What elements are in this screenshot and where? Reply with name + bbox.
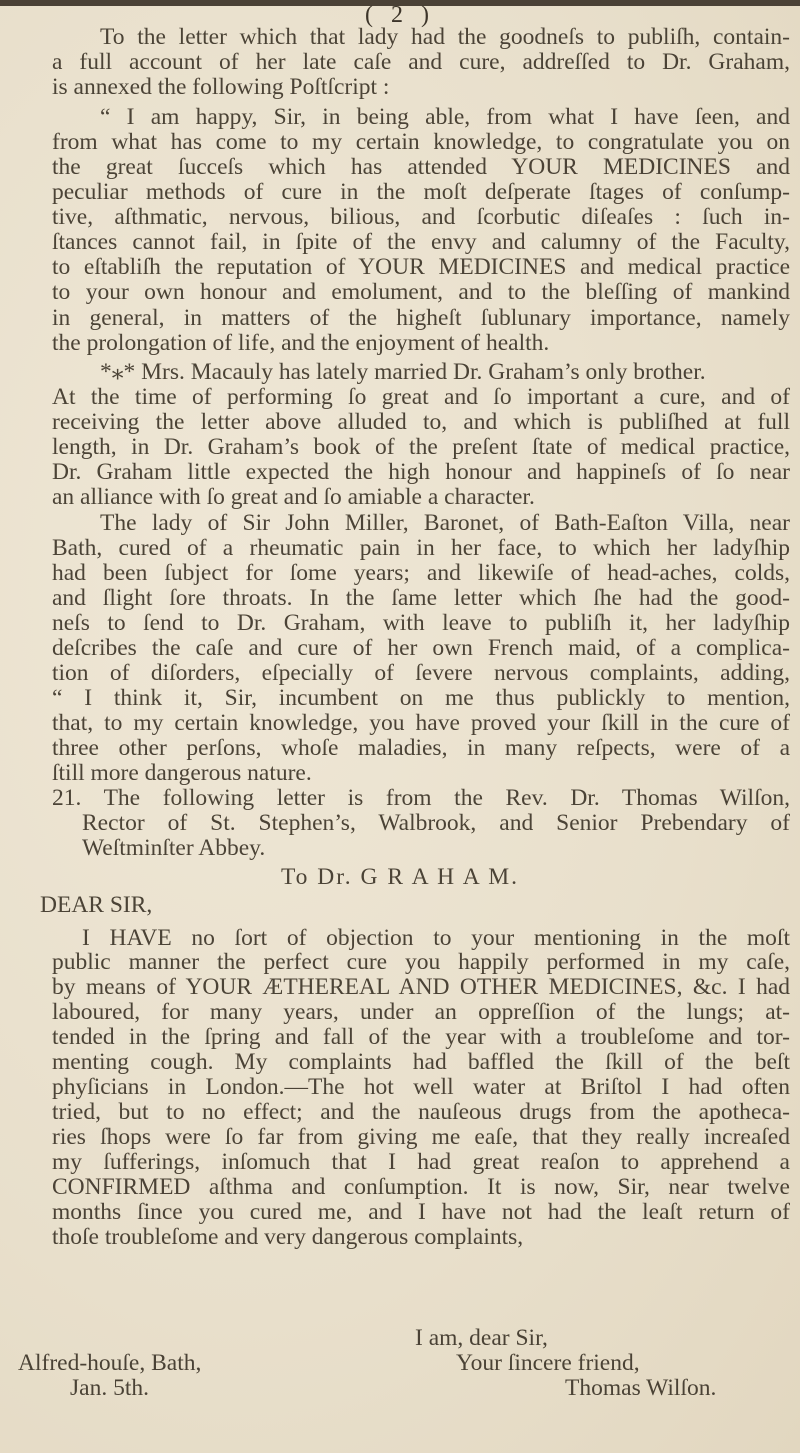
text-line: “ I think it, Sir, incumbent on me thus publickly to mention, xyxy=(52,685,790,711)
text-line: thoſe troubleſome and very dangerous complaints, xyxy=(52,1224,524,1250)
text-line: a full account of her late caſe and cure, addreſſed to Dr. Graham, xyxy=(52,49,790,75)
text-line: months ſince you cured me, and I have not had the leaſt return of xyxy=(52,1199,790,1225)
closing-salutation: I am, dear Sir, xyxy=(415,1325,548,1351)
text-line: At the time of performing ſo great and ſo important a cure, and of xyxy=(52,384,790,410)
text-line: tried, but to no effect; and the nauſeous drugs from the apotheca- xyxy=(52,1099,790,1125)
closing-date: Jan. 5th. xyxy=(70,1375,149,1401)
text-line: the prolongation of life, and the enjoyment of health. xyxy=(52,330,550,356)
text-line: public manner the perfect cure you happily performed in my caſe, xyxy=(52,949,790,975)
text-line: from what has come to my certain knowledge, to congratulate you on xyxy=(52,129,790,155)
text-line: To the letter which that lady had the goodneſs to publiſh, contain- xyxy=(100,24,790,50)
text-line: my ſufferings, inſomuch that I had great reaſon to apprehend a xyxy=(52,1149,790,1175)
text-line: Rector of St. Stephen’s, Walbrook, and Senior Prebendary of xyxy=(82,810,790,836)
text-line: tended in the ſpring and fall of the year with a troubleſome and tor- xyxy=(52,1024,790,1050)
text-line: deſcribes the caſe and cure of her own French maid, of a complica- xyxy=(52,635,790,661)
text-line: The lady of Sir John Miller, Baronet, of Bath-Eaſton Villa, near xyxy=(100,510,790,536)
text-line: menting cough. My complaints had baffled the ſkill of the beſt xyxy=(52,1049,790,1075)
closing-valediction: Your ſincere friend, xyxy=(456,1350,640,1376)
closing-signature: Thomas Wilſon. xyxy=(565,1375,717,1401)
text-line: tion of diſorders, eſpecially of ſevere nervous complaints, adding, xyxy=(52,660,790,686)
text-line: tive, aſthmatic, nervous, bilious, and ſcorbutic diſeaſes : ſuch in- xyxy=(52,204,790,230)
page-number: ( 2 ) xyxy=(365,2,435,28)
text-line: receiving the letter above alluded to, and which is publiſhed at full xyxy=(52,409,790,435)
text-line: Dr. Graham little expected the high honour and happineſs of ſo near xyxy=(52,459,790,485)
text-line: CONFIRMED aſthma and conſumption. It is now, Sir, near twelve xyxy=(52,1174,790,1200)
text-line: by means of YOUR ÆTHEREAL AND OTHER MEDICINES, &c. I had xyxy=(52,974,790,1000)
text-line: peculiar methods of cure in the moſt deſperate ſtages of conſump- xyxy=(52,179,790,205)
text-line: that, to my certain knowledge, you have proved your ſkill in the cure of xyxy=(52,710,790,736)
text-line: three other perſons, whoſe maladies, in many reſpects, were of a xyxy=(52,735,790,761)
text-line: ries ſhops were ſo far from giving me eaſe, that they really increaſed xyxy=(52,1124,790,1150)
text-line: To Dr. G R A H A M. xyxy=(280,864,520,890)
text-line: 21. The following letter is from the Rev. Dr. Thomas Wilſon, xyxy=(52,785,790,811)
text-line: Weſtminſter Abbey. xyxy=(82,835,266,861)
text-line: and ſlight ſore throats. In the ſame letter which ſhe had the good- xyxy=(52,585,790,611)
text-line: to eſtabliſh the reputation of YOUR MEDICINES and medical practice xyxy=(52,254,790,280)
text-line: ſtill more dangerous nature. xyxy=(52,760,312,786)
text-line: length, in Dr. Graham’s book of the preſent ſtate of medical practice, xyxy=(52,434,790,460)
text-line: the great ſucceſs which has attended YOUR MEDICINES and xyxy=(52,154,790,180)
text-line: phyſicians in London.—The hot well water at Briſtol I had often xyxy=(52,1074,790,1100)
text-line: an alliance with ſo great and ſo amiable a character. xyxy=(52,484,535,510)
text-line: DEAR SIR, xyxy=(40,892,153,918)
closing-place: Alfred-houſe, Bath, xyxy=(18,1350,202,1376)
text-line: “ I am happy, Sir, in being able, from what I have ſeen, and xyxy=(100,104,790,130)
text-line: ſtances cannot fail, in ſpite of the envy and calumny of the Faculty, xyxy=(52,229,790,255)
text-line: laboured, for many years, under an oppreſſion of the lungs; at- xyxy=(52,999,790,1025)
text-line: had been ſubject for ſome years; and likewiſe of head-aches, colds, xyxy=(52,560,790,586)
text-line: I HAVE no ſort of objection to your mentioning in the moſt xyxy=(82,925,790,951)
text-line: is annexed the following Poſtſcript : xyxy=(52,74,390,100)
text-line: to your own honour and emolument, and to the bleſſing of mankind xyxy=(52,279,790,305)
text-line: *⁎* Mrs. Macauly has lately married Dr. Graham’s only brother. xyxy=(100,359,706,385)
text-line: neſs to ſend to Dr. Graham, with leave to publiſh it, her ladyſhip xyxy=(52,610,790,636)
text-line: in general, in matters of the higheſt ſublunary importance, namely xyxy=(52,305,790,331)
text-line: Bath, cured of a rheumatic pain in her face, to which her ladyſhip xyxy=(52,535,790,561)
